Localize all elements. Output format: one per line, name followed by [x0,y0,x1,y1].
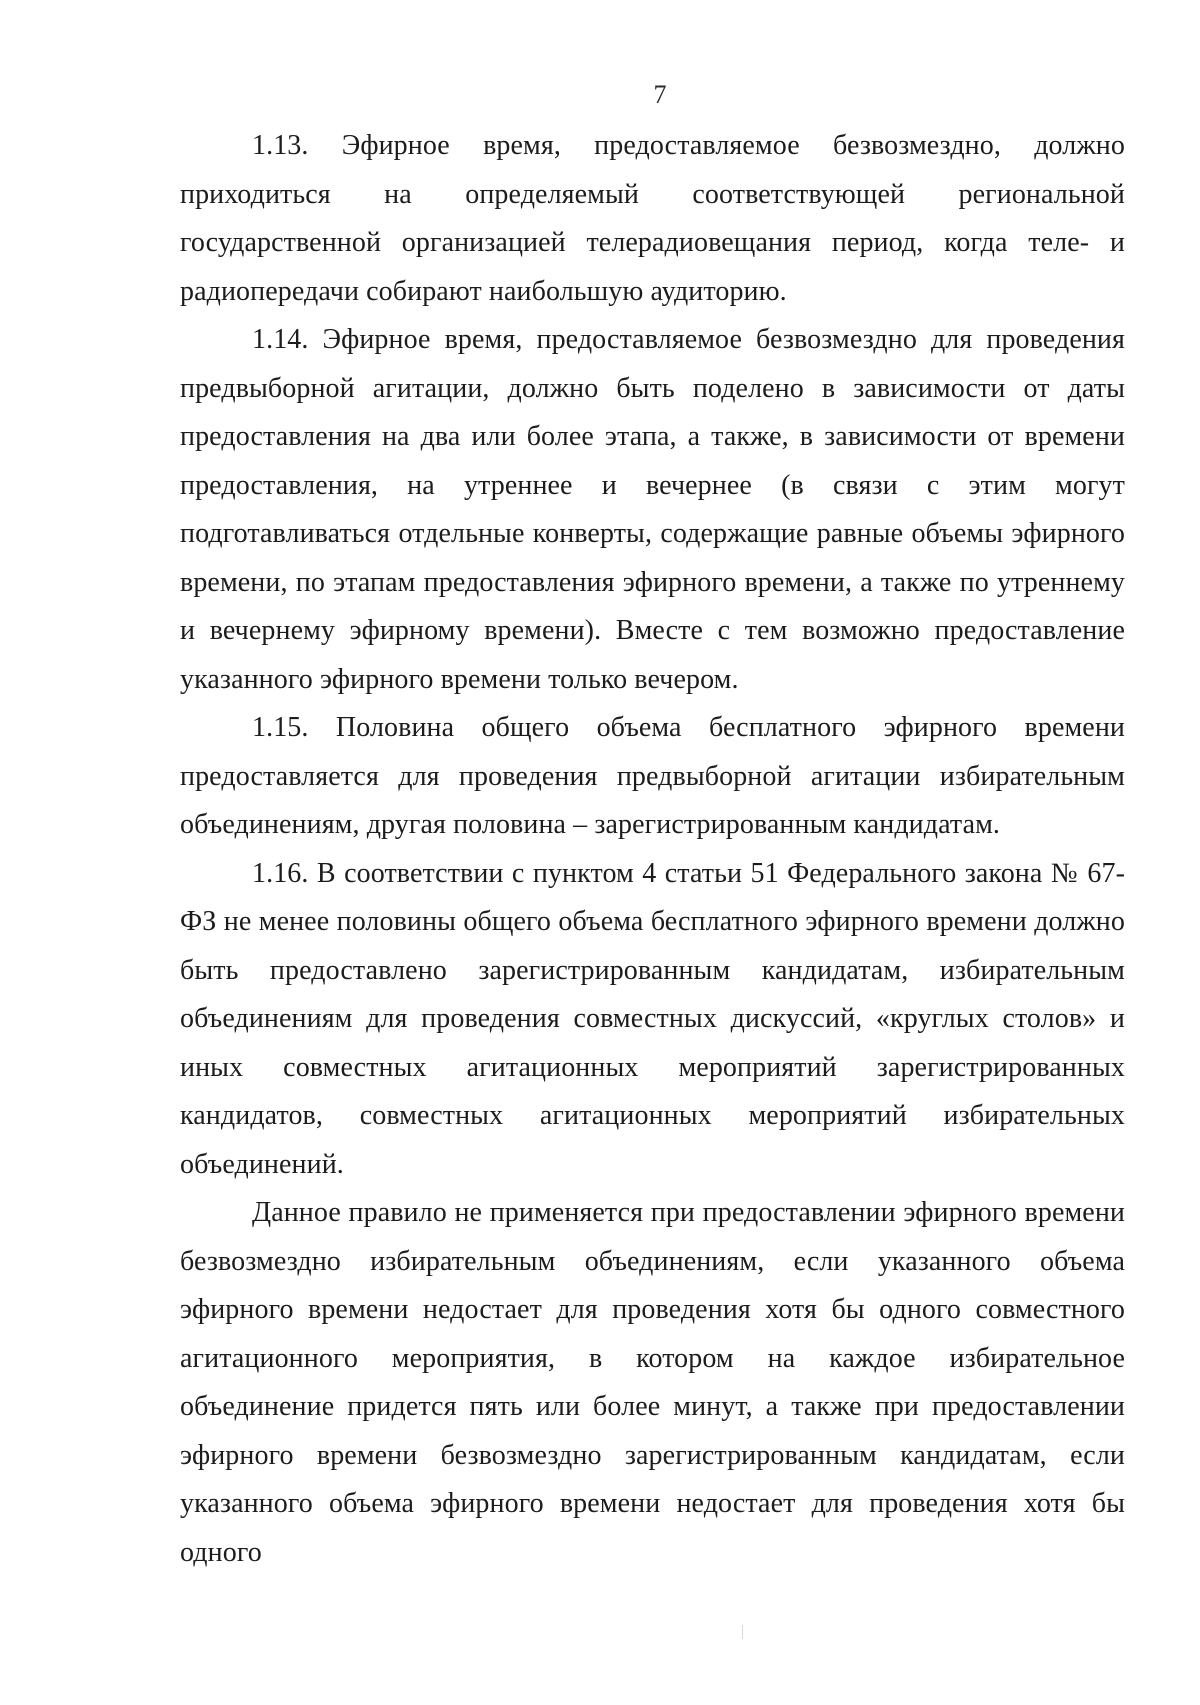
paragraph-1-13: 1.13. Эфирное время, предоставляемое безвозмездно, должно приходиться на определяемый соответствующей региональной государственной организацией телерадиовещания период, когда теле- и радиопередачи собирают наибольшую аудиторию. [180,130,1125,307]
document-body [180,122,1125,1577]
scan-artifact [742,1625,743,1639]
paragraph-rule-exception: Данное правило не применяется при предоставлении эфирного времени безвозмездно избирательным объединениям, если указанного объема эфирного времени недостает для проведения хотя бы одного совместного агитационного мероприятия, в котором на каждое избирательное объединение придется пять или более минут, а также при предоставлении эфирного времени безвозмездно зарегистрированным кандидатам, если указанного объема эфирного времени недостает для проведения хотя бы одного [180,1197,1125,1568]
page-number: 7 [653,80,667,109]
paragraph-1-15: 1.15. Половина общего объема бесплатного эфирного времени предоставляется для проведения предвыборной агитации избирательным объединениям, другая половина – зарегистрированным кандидатам. [180,712,1125,840]
paragraph-1-16: 1.16. В соответствии с пунктом 4 статьи 51 Федерального закона № 67-ФЗ не менее половины общего объема бесплатного эфирного времени должно быть предоставлено зарегистрированным кандидатам, избирательным объединениям для проведения совместных дискуссий, «круглых столов» и иных совместных агитационных мероприятий зарегистрированных кандидатов, совместных агитационных мероприятий избирательных объединений. [180,857,1125,1180]
paragraph-1-14: 1.14. Эфирное время, предоставляемое безвозмездно для проведения предвыборной агитации, должно быть поделено в зависимости от даты предоставления на два или более этапа, а также, в зависимости от времени предоставления, на утреннее и вечернее (в связи с этим могут подготавливаться отдельные конверты, содержащие равные объемы эфирного времени, по этапам предоставления эфирного времени, а также по утреннему и вечернему эфирному времени). Вместе с тем возможно предоставление указанного эфирного времени только вечером. [180,324,1125,695]
